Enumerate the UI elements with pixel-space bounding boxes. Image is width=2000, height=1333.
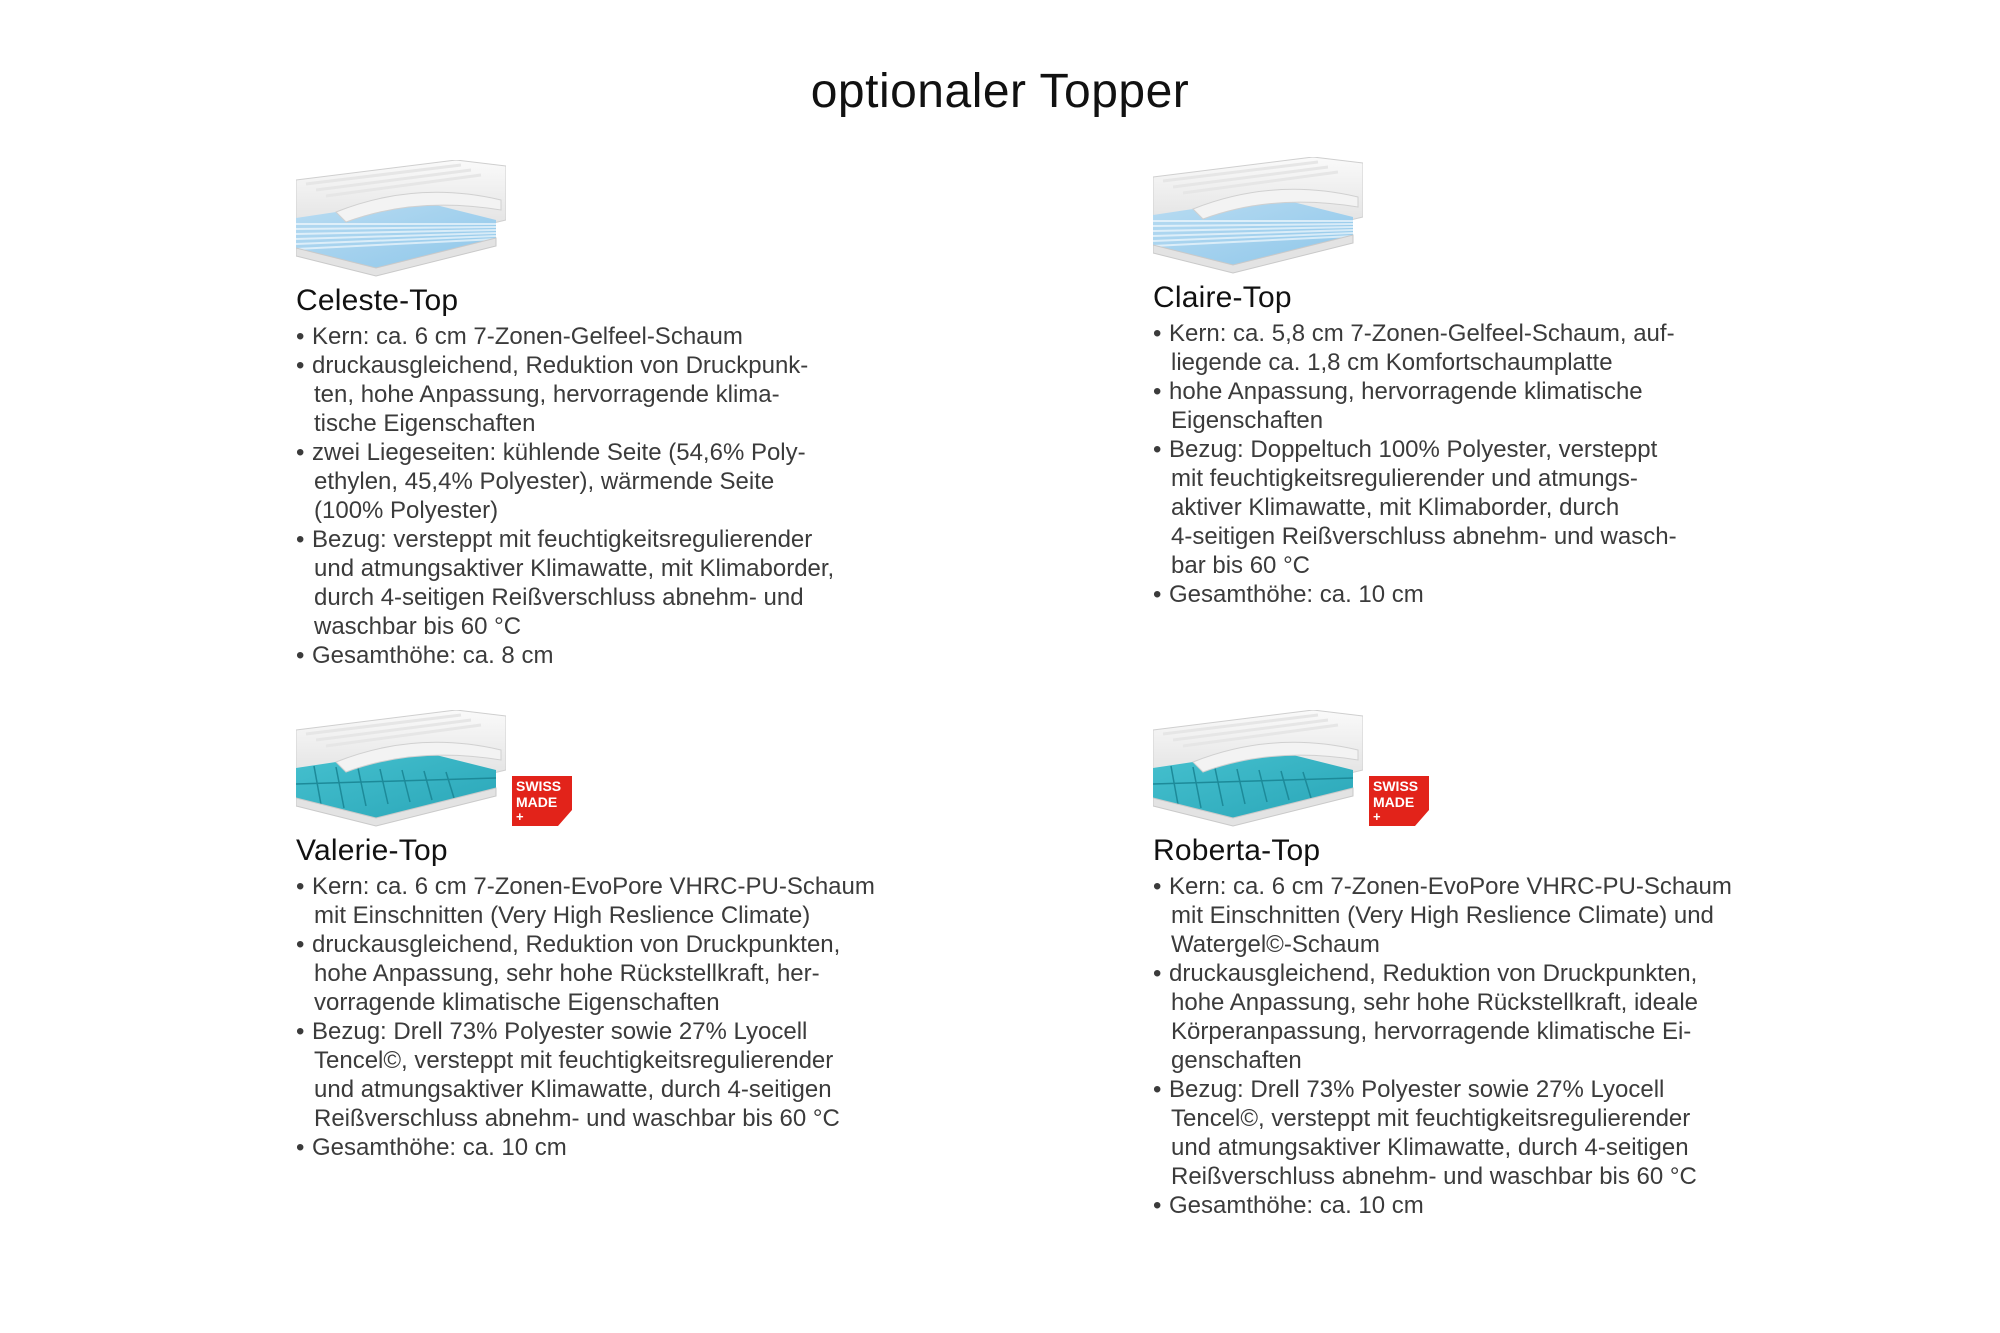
- feature-text-line: Watergel©-Schaum: [1171, 931, 1380, 958]
- feature-text-line: mit feuchtigkeitsregulierender und atmungs-: [1171, 465, 1638, 492]
- mattress-topper-image: [1153, 710, 1363, 828]
- feature-item: [1153, 377, 1733, 435]
- feature-text-line: • Bezug: versteppt mit feuchtigkeitsregulierender: [312, 526, 813, 553]
- feature-text-line: hohe Anpassung, sehr hohe Rückstellkraft, ideale: [1171, 989, 1699, 1016]
- feature-text-line: • Kern: ca. 6 cm 7-Zonen-EvoPore VHRC-PU-Schaum: [1169, 873, 1732, 900]
- feature-item: [1153, 435, 1733, 580]
- feature-item: [1153, 872, 1733, 959]
- feature-text-line: Körperanpassung, hervorragende klimatische Ei-: [1171, 1018, 1692, 1045]
- feature-text-line: • Gesamthöhe: ca. 8 cm: [312, 642, 554, 669]
- product-card-celeste: [296, 160, 876, 670]
- feature-text-line: 4-seitigen Reißverschluss abnehm- und wasch-: [1171, 523, 1677, 550]
- feature-list: [296, 322, 876, 670]
- feature-text-line: und atmungsaktiver Klimawatte, mit Klimaborder,: [314, 555, 835, 582]
- mattress-topper-image: [296, 710, 506, 828]
- feature-list: [1153, 319, 1733, 609]
- product-image: [1153, 710, 1733, 830]
- feature-item: [1153, 1075, 1733, 1191]
- feature-item: [296, 1017, 876, 1133]
- feature-text-line: • Gesamthöhe: ca. 10 cm: [312, 1134, 567, 1161]
- feature-text-line: Tencel©, versteppt mit feuchtigkeitsregulierender: [314, 1047, 834, 1074]
- feature-text-line: • druckausgleichend, Reduktion von Druckpunk-: [312, 352, 809, 379]
- feature-text-line: • druckausgleichend, Reduktion von Druckpunkten,: [1169, 960, 1698, 987]
- feature-text-line: aktiver Klimawatte, mit Klimaborder, durch: [1171, 494, 1620, 521]
- product-name: Claire-Top: [1153, 281, 1292, 314]
- feature-text-line: • Kern: ca. 6 cm 7-Zonen-Gelfeel-Schaum: [312, 323, 743, 350]
- swiss-made-badge: [1369, 776, 1429, 826]
- feature-text-line: ten, hohe Anpassung, hervorragende klima-: [314, 381, 780, 408]
- product-name: Valerie-Top: [296, 834, 448, 867]
- feature-text-line: durch 4-seitigen Reißverschluss abnehm- und: [314, 584, 804, 611]
- feature-item: [296, 438, 876, 525]
- feature-text-line: • Gesamthöhe: ca. 10 cm: [1169, 581, 1424, 608]
- feature-text-line: genschaften: [1171, 1047, 1302, 1074]
- feature-text-line: liegende ca. 1,8 cm Komfortschaumplatte: [1171, 349, 1613, 376]
- feature-text-line: waschbar bis 60 °C: [314, 613, 522, 640]
- feature-text-line: Tencel©, versteppt mit feuchtigkeitsregulierender: [1171, 1105, 1691, 1132]
- feature-text-line: tische Eigenschaften: [314, 410, 536, 437]
- feature-text-line: • Bezug: Doppeltuch 100% Polyester, versteppt: [1169, 436, 1658, 463]
- product-image: [296, 160, 876, 280]
- product-card-claire: [1153, 157, 1733, 609]
- mattress-topper-image: [296, 160, 506, 278]
- feature-text-line: hohe Anpassung, sehr hohe Rückstellkraft, her-: [314, 960, 820, 987]
- product-card-roberta: [1153, 710, 1733, 1220]
- feature-item: [296, 1133, 876, 1162]
- product-image: [1153, 157, 1733, 277]
- product-image: [296, 710, 876, 830]
- svg-text:MADE: MADE: [1373, 794, 1415, 810]
- feature-item: [1153, 1191, 1733, 1220]
- feature-text-line: und atmungsaktiver Klimawatte, durch 4-seitigen: [314, 1076, 832, 1103]
- feature-text-line: und atmungsaktiver Klimawatte, durch 4-seitigen: [1171, 1134, 1689, 1161]
- feature-text-line: mit Einschnitten (Very High Reslience Climate): [314, 902, 811, 929]
- feature-list: [296, 872, 876, 1162]
- svg-text:+: +: [516, 809, 524, 824]
- feature-text-line: vorragende klimatische Eigenschaften: [314, 989, 720, 1016]
- feature-text-line: bar bis 60 °C: [1171, 552, 1310, 579]
- feature-item: [296, 351, 876, 438]
- feature-list: [1153, 872, 1733, 1220]
- feature-item: [1153, 319, 1733, 377]
- feature-text-line: Reißverschluss abnehm- und waschbar bis 60 °C: [1171, 1163, 1697, 1190]
- product-name: Roberta-Top: [1153, 834, 1321, 867]
- svg-text:+: +: [1373, 809, 1381, 824]
- feature-text-line: • hohe Anpassung, hervorragende klimatische: [1169, 378, 1643, 405]
- svg-text:SWISS: SWISS: [1373, 778, 1419, 794]
- feature-text-line: Eigenschaften: [1171, 407, 1324, 434]
- feature-item: [1153, 580, 1733, 609]
- feature-text-line: Reißverschluss abnehm- und waschbar bis 60 °C: [314, 1105, 840, 1132]
- feature-text-line: • druckausgleichend, Reduktion von Druckpunkten,: [312, 931, 841, 958]
- feature-text-line: • Gesamthöhe: ca. 10 cm: [1169, 1192, 1424, 1219]
- feature-text-line: ethylen, 45,4% Polyester), wärmende Seite: [314, 468, 775, 495]
- feature-item: [296, 641, 876, 670]
- product-card-valerie: [296, 710, 876, 1162]
- svg-text:SWISS: SWISS: [516, 778, 562, 794]
- feature-text-line: • zwei Liegeseiten: kühlende Seite (54,6% Poly-: [312, 439, 806, 466]
- feature-text-line: (100% Polyester): [314, 497, 499, 524]
- feature-text-line: • Bezug: Drell 73% Polyester sowie 27% Lyocell: [312, 1018, 808, 1045]
- feature-item: [296, 525, 876, 641]
- feature-text-line: • Bezug: Drell 73% Polyester sowie 27% Lyocell: [1169, 1076, 1665, 1103]
- feature-item: [296, 322, 876, 351]
- feature-text-line: • Kern: ca. 5,8 cm 7-Zonen-Gelfeel-Schaum, auf-: [1169, 320, 1675, 347]
- product-name: Celeste-Top: [296, 284, 459, 317]
- feature-text-line: • Kern: ca. 6 cm 7-Zonen-EvoPore VHRC-PU-Schaum: [312, 873, 875, 900]
- swiss-made-badge: [512, 776, 572, 826]
- feature-item: [296, 930, 876, 1017]
- feature-text-line: mit Einschnitten (Very High Reslience Climate) und: [1171, 902, 1714, 929]
- mattress-topper-image: [1153, 157, 1363, 275]
- feature-item: [1153, 959, 1733, 1075]
- svg-text:MADE: MADE: [516, 794, 558, 810]
- feature-item: [296, 872, 876, 930]
- page-title: optionaler Topper: [810, 65, 1190, 118]
